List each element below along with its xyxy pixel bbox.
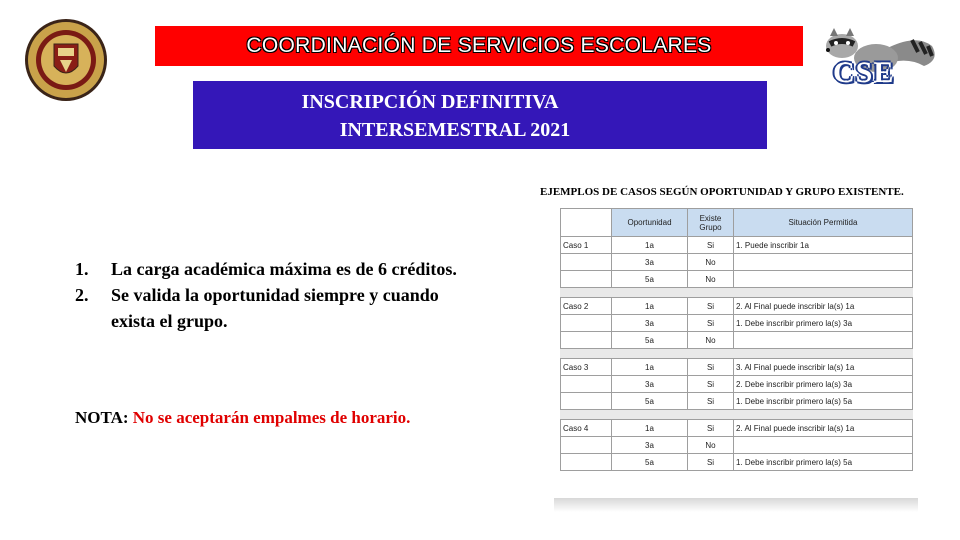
oportunidad-cell: 1a [612, 359, 688, 376]
existe-grupo-cell: Si [688, 237, 734, 254]
existe-grupo-cell: No [688, 437, 734, 454]
table-shadow [554, 498, 918, 512]
existe-grupo-cell: Si [688, 393, 734, 410]
situacion-cell: 2. Debe inscribir primero la(s) 3a [734, 376, 913, 393]
rule-number: 2. [75, 285, 89, 305]
table-row [561, 437, 913, 454]
existe-grupo-cell: No [688, 254, 734, 271]
cse-logo-text: CSE [833, 56, 895, 89]
situacion-cell [734, 271, 913, 288]
header-banner [155, 26, 803, 66]
title-line-2: INTERSEMESTRAL 2021 [339, 119, 571, 141]
situacion-cell [734, 437, 913, 454]
oportunidad-cell: 5a [612, 393, 688, 410]
oportunidad-cell: 3a [612, 437, 688, 454]
oportunidad-cell: 5a [612, 332, 688, 349]
oportunidad-cell: 5a [612, 454, 688, 471]
oportunidad-cell: 3a [612, 315, 688, 332]
rule-number: 1. [75, 259, 89, 279]
table-header-row [561, 209, 913, 237]
case-name: Caso 1 [561, 237, 612, 254]
oportunidad-cell: 3a [612, 376, 688, 393]
situacion-cell: 2. Al Final puede inscribir la(s) 1a [734, 420, 913, 437]
rule-text: Se valida la oportunidad siempre y cuando [111, 285, 439, 305]
oportunidad-cell: 5a [612, 271, 688, 288]
table-row [561, 359, 913, 376]
table-row [561, 271, 913, 288]
case-name: Caso 2 [561, 298, 612, 315]
rule-text: exista el grupo. [111, 311, 228, 331]
situacion-cell: 2. Al Final puede inscribir la(s) 1a [734, 298, 913, 315]
table-row [561, 298, 913, 315]
examples-title: EJEMPLOS DE CASOS SEGÚN OPORTUNIDAD Y GRUPO EXISTENTE. [540, 186, 904, 198]
situacion-cell: 1. Debe inscribir primero la(s) 5a [734, 454, 913, 471]
existe-grupo-cell: Si [688, 376, 734, 393]
nota [75, 408, 410, 428]
table-row [561, 237, 913, 254]
table-row [561, 332, 913, 349]
examples-table [560, 208, 913, 471]
title-box [193, 81, 767, 149]
nota-label: NOTA: [75, 408, 129, 427]
title-line-1: INSCRIPCIÓN DEFINITIVA [301, 91, 559, 113]
table-header-cell: Oportunidad [612, 209, 688, 237]
oportunidad-cell: 1a [612, 237, 688, 254]
existe-grupo-cell: Si [688, 298, 734, 315]
situacion-cell: 1. Puede inscribir 1a [734, 237, 913, 254]
situacion-cell: 1. Debe inscribir primero la(s) 3a [734, 315, 913, 332]
oportunidad-cell: 1a [612, 298, 688, 315]
table-row [561, 254, 913, 271]
table-gap-row [561, 410, 913, 420]
examples-table-wrap [560, 208, 913, 471]
faculty-seal-logo [24, 18, 108, 102]
existe-grupo-cell: Si [688, 420, 734, 437]
rule-item [75, 308, 457, 334]
existe-grupo-cell: Si [688, 454, 734, 471]
table-gap-row [561, 288, 913, 298]
existe-grupo-cell: Si [688, 359, 734, 376]
situacion-cell: 1. Debe inscribir primero la(s) 5a [734, 393, 913, 410]
table-gap-row [561, 349, 913, 359]
header-banner-text: COORDINACIÓN DE SERVICIOS ESCOLARES [246, 34, 712, 57]
table-row [561, 454, 913, 471]
situacion-cell: 3. Al Final puede inscribir la(s) 1a [734, 359, 913, 376]
case-name: Caso 4 [561, 420, 612, 437]
oportunidad-cell: 3a [612, 254, 688, 271]
table-row [561, 315, 913, 332]
table-header-cell: Existe Grupo [688, 209, 734, 237]
case-name: Caso 3 [561, 359, 612, 376]
existe-grupo-cell: Si [688, 315, 734, 332]
rule-item [75, 282, 457, 308]
table-row [561, 376, 913, 393]
rule-text: La carga académica máxima es de 6 créditos. [111, 259, 457, 279]
oportunidad-cell: 1a [612, 420, 688, 437]
table-header-cell: Situación Permitida [734, 209, 913, 237]
table-header-cell [561, 209, 612, 237]
table-row [561, 420, 913, 437]
table-row [561, 393, 913, 410]
existe-grupo-cell: No [688, 271, 734, 288]
rule-item [75, 256, 457, 282]
situacion-cell [734, 254, 913, 271]
nota-text: No se aceptarán empalmes de horario. [132, 408, 411, 427]
rules-list [75, 256, 457, 334]
situacion-cell [734, 332, 913, 349]
existe-grupo-cell: No [688, 332, 734, 349]
